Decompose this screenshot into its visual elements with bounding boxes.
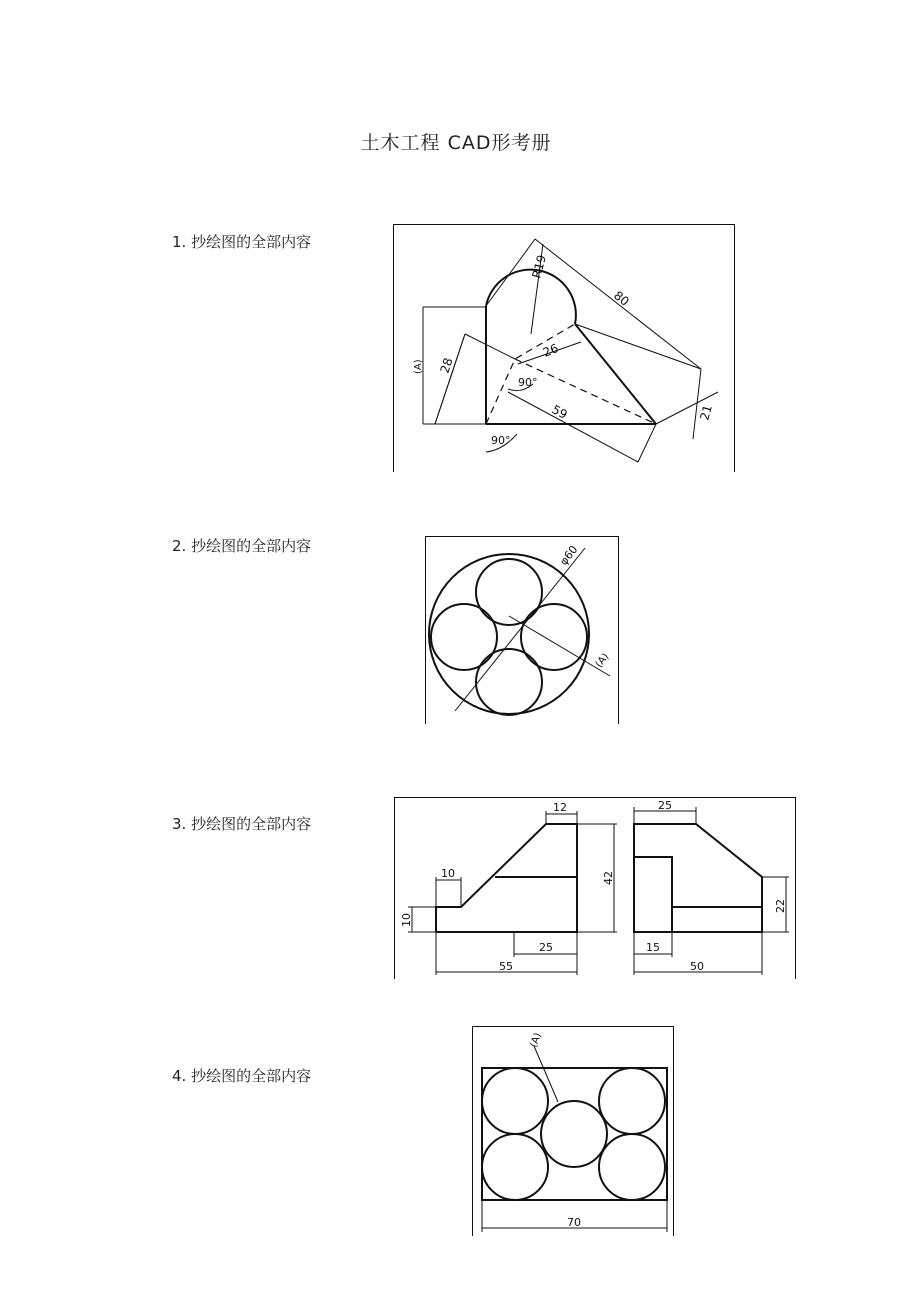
mark-a: (A)	[593, 651, 612, 670]
question-number: 2.	[172, 537, 187, 555]
question-text: 抄绘图的全部内容	[191, 537, 312, 555]
dim-diameter: φ60	[557, 543, 581, 568]
question-2	[172, 535, 311, 556]
dim-59: 59	[549, 402, 570, 422]
question-text: 抄绘图的全部内容	[191, 233, 312, 251]
dim-10-left: 10	[400, 913, 413, 927]
dim-21: 21	[697, 403, 715, 422]
question-number: 1.	[172, 233, 187, 251]
dim-10-top: 10	[441, 867, 455, 880]
angle-90-lower: 90°	[491, 434, 511, 447]
question-text: 抄绘图的全部内容	[191, 1067, 312, 1085]
question-3	[172, 813, 311, 834]
question-number: 3.	[172, 815, 187, 833]
dim-12: 12	[553, 801, 567, 814]
figure-3-drawing	[394, 797, 796, 979]
dim-50: 50	[690, 960, 704, 973]
dim-25-side: 25	[658, 799, 672, 812]
dim-70: 70	[567, 1216, 581, 1229]
question-1	[172, 231, 311, 252]
question-number: 4.	[172, 1067, 187, 1085]
dim-26: 26	[540, 341, 561, 360]
dim-22: 22	[774, 899, 787, 913]
angle-90-upper: 90°	[518, 376, 538, 389]
dim-r19: R19	[529, 253, 550, 280]
dim-15: 15	[646, 941, 660, 954]
figure-4-drawing	[472, 1026, 674, 1236]
dim-55: 55	[499, 960, 513, 973]
dim-42: 42	[602, 871, 615, 885]
figure-1-drawing	[393, 224, 735, 472]
mark-a: (A)	[528, 1031, 544, 1050]
page-title: 土木工程 CAD形考册	[360, 132, 552, 154]
dim-28: 28	[437, 356, 456, 375]
question-text: 抄绘图的全部内容	[191, 815, 312, 833]
question-4	[172, 1065, 311, 1086]
figure-2-drawing	[425, 536, 619, 724]
dim-80: 80	[611, 288, 632, 309]
mark-a: (A)	[413, 359, 424, 374]
dim-25-front: 25	[539, 941, 553, 954]
